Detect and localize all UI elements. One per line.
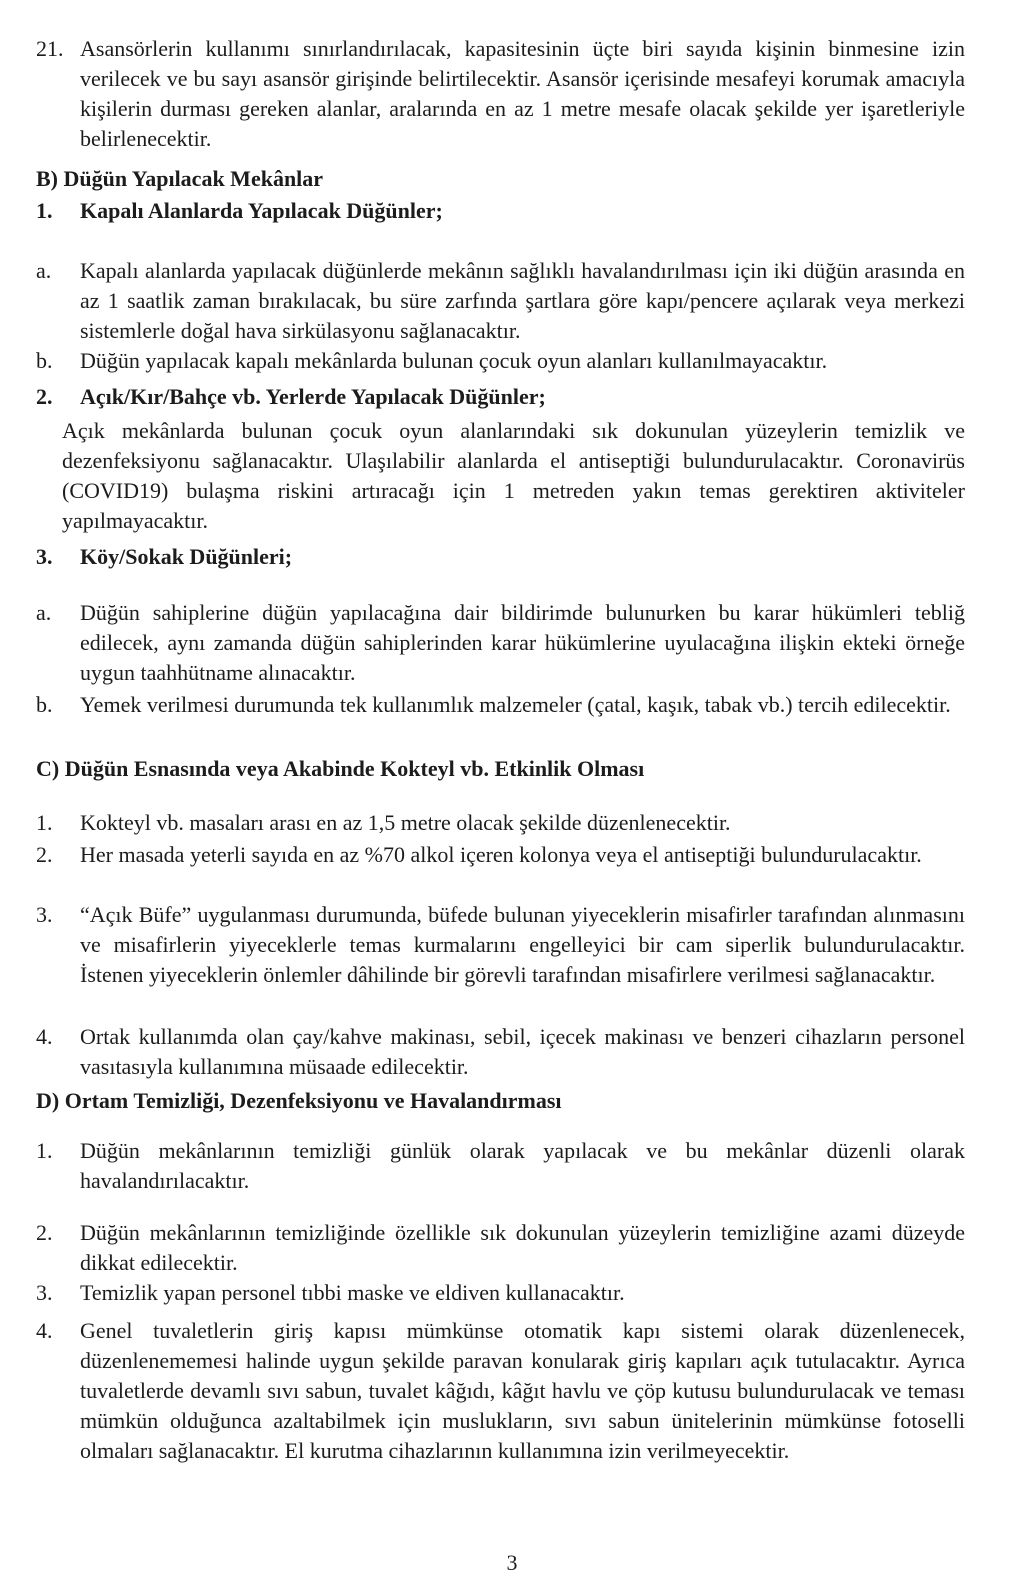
section-d-item-1: [36, 1136, 965, 1196]
section-b1-item-b-number: b.: [36, 348, 53, 373]
section-d-item-4-text: Genel tuvaletlerin giriş kapısı mümkünse otomatik kapı sistemi olarak düzenlenecek, düzenlenememesi halinde uygun şekilde paravan konularak giriş kapıları açık tutulacaktır. Ayrıca tuvaletlerde devamlı sıvı sabun, tuvalet kâğıdı, kâğıt havlu ve çöp kutusu bulundurulacak ve teması mümkün olduğunca azaltabilmek için muslukların, sıvı sabun ünitelerinin mümkünse fotoselli olmaları sağlanacaktır. El kurutma cihazlarının kullanımına izin verilmeyecektir.: [80, 1318, 965, 1463]
item-21-text: Asansörlerin kullanımı sınırlandırılacak, kapasitesinin üçte biri sayıda kişinin binmesine izin verilecek ve bu sayı asansör girişinde belirtilecektir. Asansör içerisinde mesafeyi korumak amacıyla kişilerin durması gereken alanlar, aralarında en az 1 metre mesafe olacak şekilde yer işaretleriyle belirlenecektir.: [80, 36, 965, 151]
section-d-item-4: [36, 1316, 965, 1466]
section-b3-heading: [36, 542, 936, 572]
section-b1-number: 1.: [36, 198, 53, 223]
section-d-item-3-text: Temizlik yapan personel tıbbi maske ve eldiven kullanacaktır.: [80, 1280, 625, 1305]
section-c-item-4-text: Ortak kullanımda olan çay/kahve makinası, sebil, içecek makinası ve benzeri cihazların personel vasıtasıyla kullanımına müsaade edilecektir.: [80, 1024, 965, 1079]
section-b1-item-a-number: a.: [36, 258, 52, 283]
section-d-item-1-number: 1.: [36, 1138, 53, 1163]
section-c-item-3: [36, 900, 965, 990]
page-number: 3: [506, 1550, 518, 1575]
section-b1-title: Kapalı Alanlarda Yapılacak Düğünler;: [80, 198, 443, 223]
section-b2-title: Açık/Kır/Bahçe vb. Yerlerde Yapılacak Düğünler;: [80, 384, 546, 409]
section-c-item-1: [36, 808, 965, 838]
section-b3-number: 3.: [36, 544, 53, 569]
section-b3-item-a-number: a.: [36, 600, 52, 625]
section-d-item-2: [36, 1218, 965, 1278]
section-b1-item-b-text: Düğün yapılacak kapalı mekânlarda bulunan çocuk oyun alanları kullanılmayacaktır.: [80, 348, 828, 373]
section-c-item-1-text: Kokteyl vb. masaları arası en az 1,5 metre olacak şekilde düzenlenecektir.: [80, 810, 731, 835]
section-d-item-2-number: 2.: [36, 1220, 53, 1245]
section-b1-item-b: [36, 346, 965, 376]
section-d-item-1-text: Düğün mekânlarının temizliği günlük olarak yapılacak ve bu mekânlar düzenli olarak havalandırılacaktır.: [80, 1138, 965, 1193]
section-b2-text: Açık mekânlarda bulunan çocuk oyun alanlarındaki sık dokunulan yüzeylerin temizlik ve dezenfeksiyonu sağlanacaktır. Ulaşılabilir alanlarda el antiseptiği bulundurulacaktır. Coronavirüs (COVID19) bulaşma riskini artıracağı için 1 metreden yakın temas gerektiren aktiviteler yapılmayacaktır.: [62, 418, 965, 533]
section-c-item-4-number: 4.: [36, 1024, 53, 1049]
section-b3-item-b-number: b.: [36, 692, 53, 717]
section-d-item-2-text: Düğün mekânlarının temizliğinde özellikle sık dokunulan yüzeylerin temizliğine azami düzeyde dikkat edilecektir.: [80, 1220, 965, 1275]
section-b3-item-b-text: Yemek verilmesi durumunda tek kullanımlık malzemeler (çatal, kaşık, tabak vb.) tercih edilecektir.: [80, 692, 951, 717]
section-b2-number: 2.: [36, 384, 53, 409]
section-b1-item-a: [36, 256, 965, 346]
section-b3-item-a-text: Düğün sahiplerine düğün yapılacağına dair bildirimde bulunurken bu karar hükümleri tebliğ edilecek, aynı zamanda düğün sahiplerinden karar hükümlerine uyulacağına ilişkin ekteki örneğe uygun taahhütname alınacaktır.: [80, 600, 965, 685]
section-b3-item-a: [36, 598, 965, 688]
section-b2-heading: [36, 382, 936, 412]
section-b1-item-a-text: Kapalı alanlarda yapılacak düğünlerde mekânın sağlıklı havalandırılması için iki düğün arasında en az 1 saatlik zaman bırakılacak, bu süre zarfında şartlara göre kapı/pencere açılarak veya merkezi sistemlerle doğal hava sirkülasyonu sağlanacaktır.: [80, 258, 965, 343]
section-c-item-3-number: 3.: [36, 902, 53, 927]
section-b1-heading: [36, 196, 936, 226]
item-21-number: 21.: [36, 36, 64, 61]
section-c-item-1-number: 1.: [36, 810, 53, 835]
section-b3-title: Köy/Sokak Düğünleri;: [80, 544, 293, 569]
section-d-heading: D) Ortam Temizliği, Dezenfeksiyonu ve Havalandırması: [36, 1088, 562, 1113]
section-c-item-2: [36, 840, 965, 870]
section-c-item-3-text: “Açık Büfe” uygulanması durumunda, büfede bulunan yiyeceklerin misafirler tarafından alınmasını ve misafirlerin yiyeceklerle temas kurmalarını engelleyici bir cam siperlik bulundurulacaktır. İstenen yiyeceklerin önlemler dâhilinde bir görevli tarafından misafirlere verilmesi sağlanacaktır.: [80, 902, 965, 987]
section-d-item-4-number: 4.: [36, 1318, 53, 1343]
section-c-item-2-text: Her masada yeterli sayıda en az %70 alkol içeren kolonya veya el antiseptiği bulundurulacaktır.: [80, 842, 922, 867]
section-c-item-4: [36, 1022, 965, 1082]
section-d-item-3: [36, 1278, 965, 1308]
section-d-item-3-number: 3.: [36, 1280, 53, 1305]
section-c-item-2-number: 2.: [36, 842, 53, 867]
section-c-heading: C) Düğün Esnasında veya Akabinde Kokteyl vb. Etkinlik Olması: [36, 756, 645, 781]
item-21: [36, 34, 965, 154]
section-b-heading: B) Düğün Yapılacak Mekânlar: [36, 166, 324, 191]
section-b3-item-b: [36, 690, 965, 720]
